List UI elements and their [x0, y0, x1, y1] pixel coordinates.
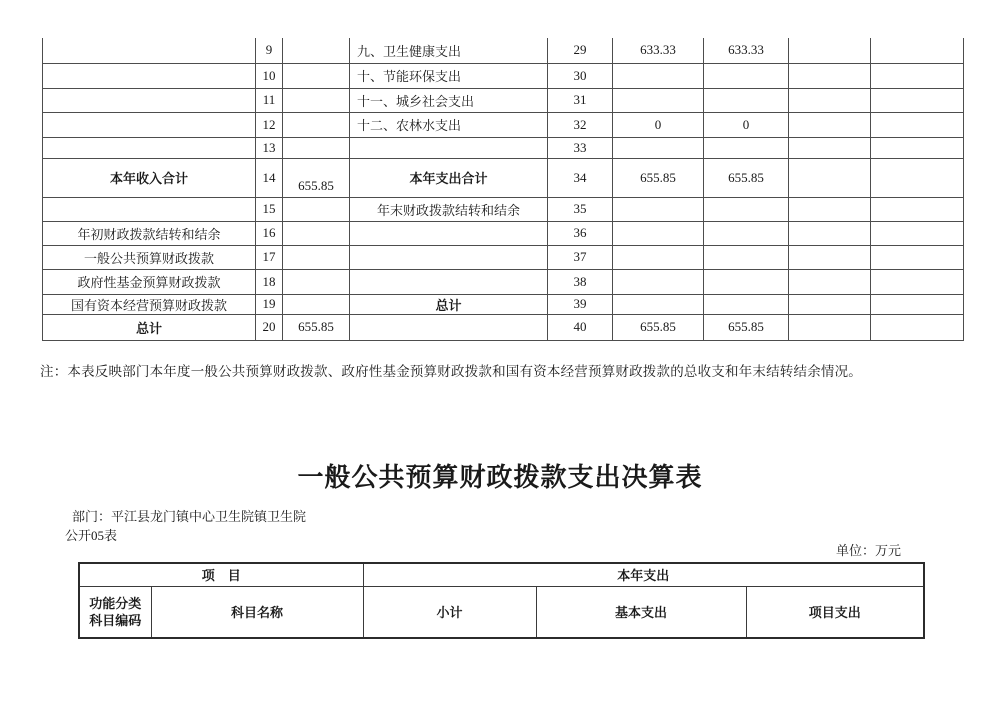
table-cell — [789, 269, 871, 294]
table-cell — [283, 88, 350, 112]
table-cell: 655.85 — [613, 158, 704, 197]
table-cell — [871, 294, 964, 314]
table-cell: 37 — [548, 245, 613, 269]
table-cell — [43, 88, 256, 112]
table-cell: 10 — [256, 63, 283, 88]
table-cell — [283, 245, 350, 269]
table-cell — [789, 158, 871, 197]
table-cell: 17 — [256, 245, 283, 269]
table-cell: 34 — [548, 158, 613, 197]
table-cell — [350, 269, 548, 294]
table-cell — [613, 137, 704, 158]
table-cell — [283, 112, 350, 137]
table-cell: 十、节能环保支出 — [350, 63, 548, 88]
table-cell — [789, 38, 871, 63]
table-cell: 15 — [256, 197, 283, 221]
table-cell: 18 — [256, 269, 283, 294]
table-cell — [43, 112, 256, 137]
table-cell — [871, 137, 964, 158]
table-cell: 政府性基金预算财政拨款 — [43, 269, 256, 294]
table-cell: 40 — [548, 314, 613, 340]
table-cell — [613, 221, 704, 245]
table-cell — [283, 294, 350, 314]
table-row — [43, 63, 964, 88]
table-cell: 0 — [704, 112, 789, 137]
table-cell: 38 — [548, 269, 613, 294]
table-cell — [613, 63, 704, 88]
table-cell: 39 — [548, 294, 613, 314]
table-note: 注：本表反映部门本年度一般公共预算财政拨款、政府性基金预算财政拨款和国有资本经营预算财政拨款的总收支和年末结转结余情况。 — [40, 364, 862, 379]
project-expenditure-header: 项目支出 — [746, 586, 924, 638]
table-row — [43, 245, 964, 269]
function-code-line2: 科目编码 — [89, 612, 142, 628]
table-cell: 655.85 — [613, 314, 704, 340]
project-header: 项 目 — [79, 563, 363, 586]
table-cell: 国有资本经营预算财政拨款 — [43, 294, 256, 314]
table-cell — [43, 63, 256, 88]
table-cell — [871, 245, 964, 269]
table-row — [43, 88, 964, 112]
table-cell: 13 — [256, 137, 283, 158]
table-cell — [704, 88, 789, 112]
table-cell — [283, 221, 350, 245]
table-cell: 633.33 — [613, 38, 704, 63]
table-cell — [871, 112, 964, 137]
table-cell: 655.85 — [704, 158, 789, 197]
table-row — [43, 112, 964, 137]
table-cell — [350, 221, 548, 245]
table-cell: 14 — [256, 158, 283, 197]
table-cell — [613, 269, 704, 294]
table-cell — [350, 137, 548, 158]
table-cell: 本年支出合计 — [350, 158, 548, 197]
table-cell — [283, 137, 350, 158]
table-cell — [871, 269, 964, 294]
table-row — [43, 294, 964, 314]
table-cell — [871, 88, 964, 112]
summary-table-body — [43, 38, 964, 340]
table-row — [43, 197, 964, 221]
table-cell — [704, 63, 789, 88]
table-cell: 20 — [256, 314, 283, 340]
table-cell: 本年收入合计 — [43, 158, 256, 197]
table-cell: 633.33 — [704, 38, 789, 63]
table-cell: 19 — [256, 294, 283, 314]
table-cell — [704, 269, 789, 294]
expenditure-table — [78, 562, 925, 639]
table-cell: 9 — [256, 38, 283, 63]
table-number-label: 公开05表 — [65, 528, 118, 543]
table-row — [43, 221, 964, 245]
table-cell — [789, 112, 871, 137]
subtotal-header: 小计 — [363, 586, 536, 638]
table-cell — [350, 314, 548, 340]
table-cell: 35 — [548, 197, 613, 221]
table-row — [43, 38, 964, 63]
income-expenditure-summary-table — [42, 38, 964, 341]
table-cell: 33 — [548, 137, 613, 158]
table-row — [43, 314, 964, 340]
table-cell: 十二、农林水支出 — [350, 112, 548, 137]
table-cell: 36 — [548, 221, 613, 245]
table-cell — [613, 197, 704, 221]
page-title: 一般公共预算财政拨款支出决算表 — [297, 462, 703, 492]
header-row-2 — [79, 586, 924, 638]
table-cell: 12 — [256, 112, 283, 137]
table-cell — [704, 294, 789, 314]
table-cell: 16 — [256, 221, 283, 245]
table-cell — [789, 314, 871, 340]
table-cell — [613, 88, 704, 112]
table-row — [43, 137, 964, 158]
current-year-expenditure-header: 本年支出 — [363, 563, 924, 586]
table-cell — [789, 197, 871, 221]
table-cell — [704, 221, 789, 245]
table-cell: 31 — [548, 88, 613, 112]
table-cell: 总计 — [43, 314, 256, 340]
table-cell — [871, 158, 964, 197]
table-cell — [789, 137, 871, 158]
table-cell — [43, 137, 256, 158]
unit-label: 单位：万元 — [836, 543, 902, 558]
department-label: 部门：平江县龙门镇中心卫生院镇卫生院 — [72, 509, 307, 524]
subject-name-header: 科目名称 — [151, 586, 363, 638]
table-cell — [704, 197, 789, 221]
table-cell — [789, 221, 871, 245]
table-cell — [613, 294, 704, 314]
table-cell — [871, 38, 964, 63]
table-cell: 29 — [548, 38, 613, 63]
table-cell — [613, 245, 704, 269]
table-cell: 11 — [256, 88, 283, 112]
function-code-line1: 功能分类 — [89, 595, 142, 611]
table-cell — [789, 245, 871, 269]
table-cell: 总计 — [350, 294, 548, 314]
table-cell: 32 — [548, 112, 613, 137]
table-cell — [350, 245, 548, 269]
table-cell: 0 — [613, 112, 704, 137]
function-code-header — [79, 586, 151, 638]
table-cell: 655.85 — [283, 314, 350, 340]
table-row — [43, 269, 964, 294]
table-cell — [871, 63, 964, 88]
table-cell: 年末财政拨款结转和结余 — [350, 197, 548, 221]
table-cell: 九、卫生健康支出 — [350, 38, 548, 63]
basic-expenditure-header: 基本支出 — [536, 586, 746, 638]
table-cell — [871, 197, 964, 221]
table-cell — [283, 269, 350, 294]
table-cell — [871, 314, 964, 340]
header-row-1 — [79, 563, 924, 586]
table-cell — [789, 88, 871, 112]
table-cell — [43, 197, 256, 221]
table-cell — [871, 221, 964, 245]
table-cell — [704, 245, 789, 269]
table-cell — [704, 137, 789, 158]
table-cell — [283, 197, 350, 221]
table-cell: 十一、城乡社会支出 — [350, 88, 548, 112]
table-cell — [789, 294, 871, 314]
table-cell: 年初财政拨款结转和结余 — [43, 221, 256, 245]
table-cell — [789, 63, 871, 88]
table-cell: 30 — [548, 63, 613, 88]
table-cell — [43, 38, 256, 63]
table-cell — [283, 63, 350, 88]
table-row — [43, 158, 964, 197]
table-cell: 655.85 — [283, 158, 350, 197]
table-cell — [283, 38, 350, 63]
table-cell: 一般公共预算财政拨款 — [43, 245, 256, 269]
table-cell: 655.85 — [704, 314, 789, 340]
